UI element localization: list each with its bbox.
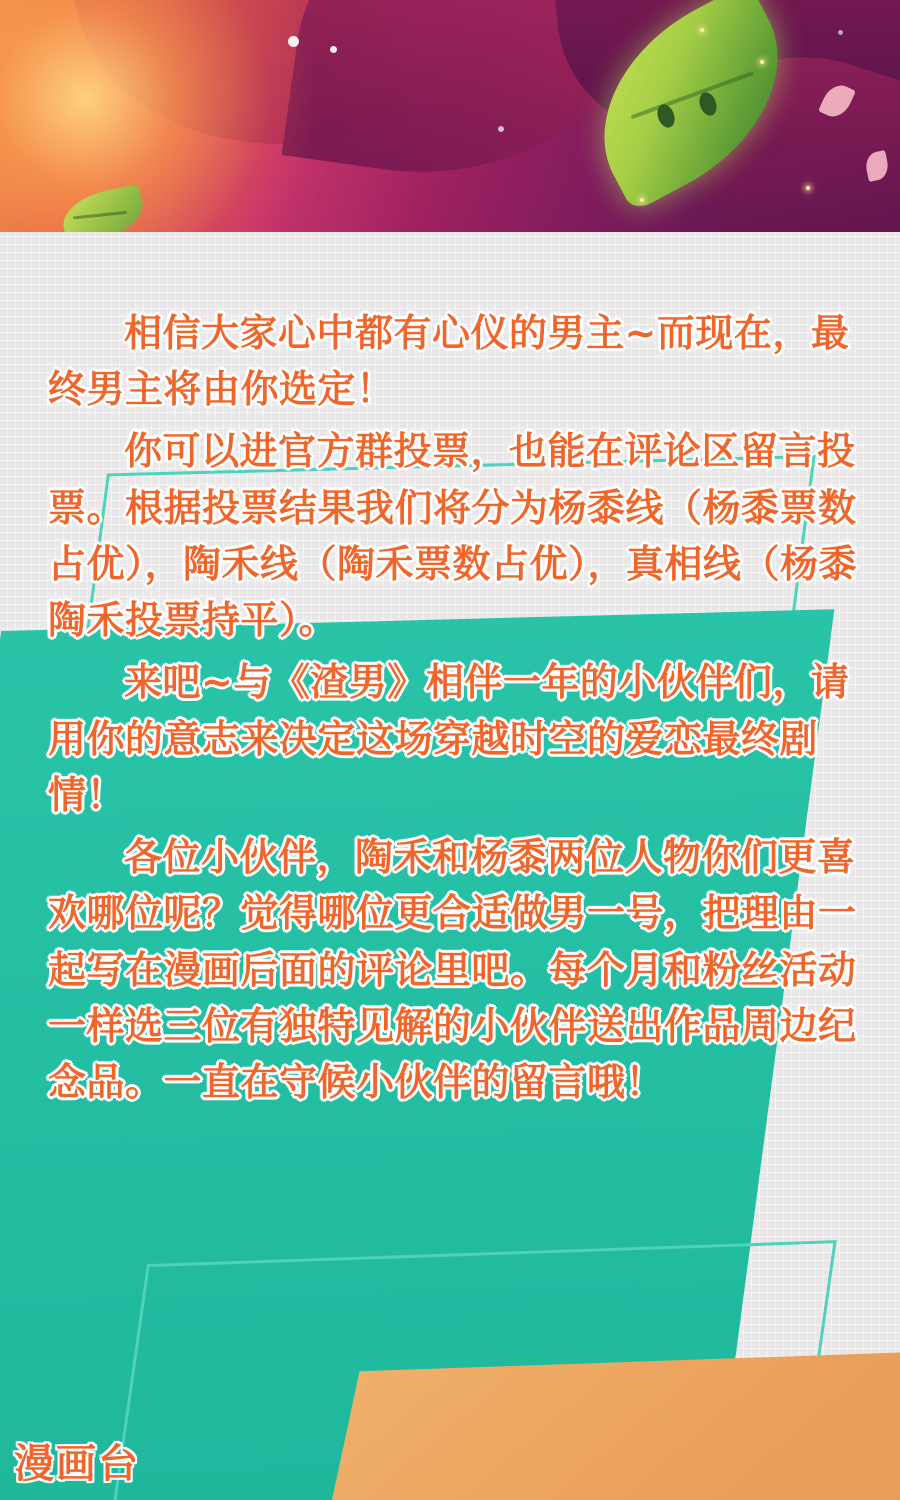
announcement-text [48,305,858,1116]
sparkle-icon [640,198,644,202]
paragraph: 各位小伙伴，陶禾和杨黍两位人物你们更喜欢哪位呢？觉得哪位更合适做男一号，把理由一起写在漫画后面的评论里吧。每个月和粉丝活动一样选三位有独特见解的小伙伴送出作品周边纪念品。一直在守候小伙伴的留言哦！ [48,835,857,1105]
leaf-vein-icon [73,211,127,220]
watermark-label: 漫画台 [14,1441,140,1487]
sparkle-icon [806,186,810,190]
orange-block-shape [295,1349,900,1500]
sparkle-icon [760,60,764,64]
comic-artwork-header [0,0,900,232]
bokeh-dot-icon [838,30,843,35]
bokeh-dot-icon [330,46,337,53]
paragraph: 相信大家心中都有心仪的男主~而现在，最终男主将由你选定！ [48,311,850,412]
leaf-vein-icon [631,71,755,119]
bokeh-dot-icon [498,126,504,132]
bokeh-dot-icon [288,36,299,47]
sparkle-icon [700,28,704,32]
paragraph: 来吧~与《渣男》相伴一年的小伙伴们，请用你的意志来决定这场穿越时空的爱恋最终剧情！ [48,660,850,817]
glow-light-icon [0,0,320,232]
paragraph: 你可以进官方群投票，也能在评论区留言投票。根据投票结果我们将分为杨黍线（杨黍票数占优），陶禾线（陶禾票数占优），真相线（杨黍陶禾投票持平）。 [48,429,858,643]
